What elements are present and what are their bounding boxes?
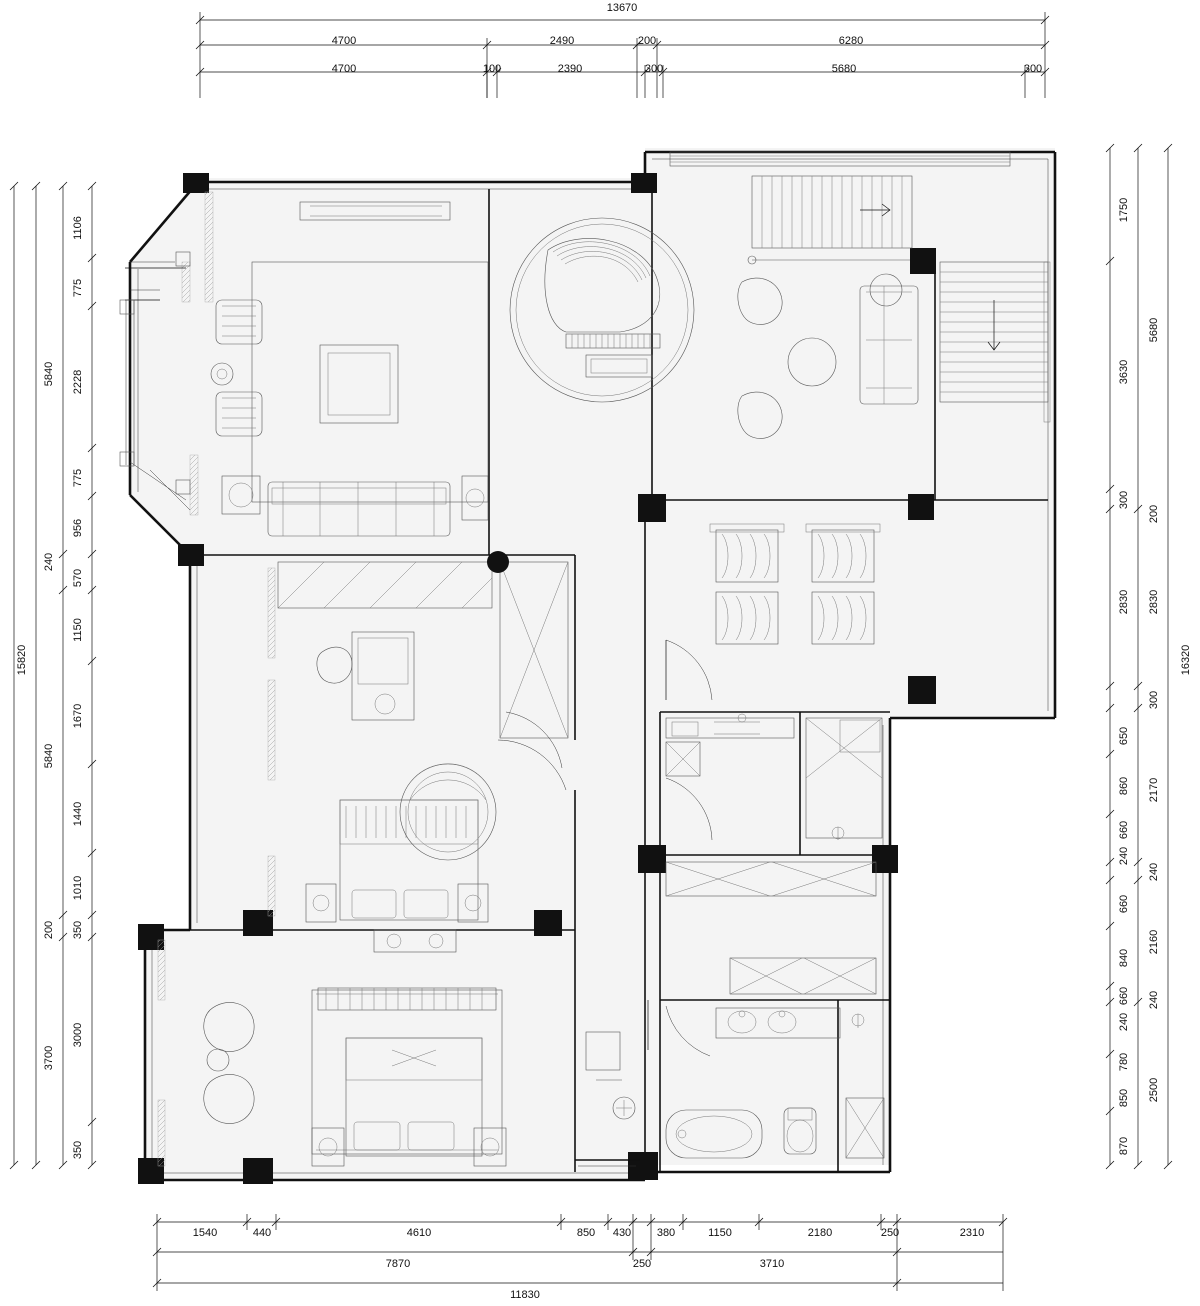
- dim-left-11: 3000: [72, 1022, 84, 1048]
- dim-right-8: 660: [1118, 894, 1130, 914]
- dim-left-5: 570: [72, 568, 84, 588]
- dim-bot1-4: 430: [612, 1227, 632, 1239]
- dim-left-4: 956: [72, 518, 84, 538]
- dimension-lines-left: [10, 182, 96, 1169]
- dim-leftmid-0: 5840: [43, 361, 55, 387]
- dimension-lines-top: [196, 12, 1049, 98]
- dim-left-6: 1150: [72, 618, 84, 642]
- dim-leftmid-4: 3700: [43, 1045, 55, 1071]
- dim-bot1-3: 850: [576, 1227, 596, 1239]
- dim-right-11: 240: [1118, 1012, 1130, 1032]
- building-outline: [130, 148, 1055, 1180]
- dim-right-2: 300: [1118, 490, 1130, 510]
- dim-bot1-6: 1150: [708, 1227, 732, 1239]
- dim-bot2-0: 7870: [385, 1258, 411, 1270]
- dim-right-13: 850: [1118, 1088, 1130, 1108]
- dim-left-12: 350: [72, 1140, 84, 1160]
- dim-bot1-0: 1540: [192, 1227, 218, 1239]
- dimension-lines-right: [1106, 144, 1172, 1169]
- dim-bot1-9: 2310: [959, 1227, 985, 1239]
- dim-right-5: 860: [1118, 776, 1130, 796]
- dim-bot1-5: 380: [656, 1227, 676, 1239]
- dim-left-1: 775: [72, 278, 84, 298]
- dim-rightmid-0: 5680: [1148, 317, 1160, 343]
- dim-bot2-2: 3710: [759, 1258, 785, 1270]
- dim-top-total: 13670: [606, 2, 638, 14]
- dim-rightmid-7: 240: [1148, 990, 1160, 1010]
- dim-right-14: 870: [1118, 1136, 1130, 1156]
- dim-left-10: 350: [72, 920, 84, 940]
- dim-left-0: 1106: [72, 216, 84, 240]
- dim-top2-3: 300: [644, 63, 664, 75]
- dim-left-8: 1440: [72, 801, 84, 827]
- dim-top1-1: 2490: [549, 35, 575, 47]
- dim-bot1-1: 440: [252, 1227, 272, 1239]
- dim-right-6: 660: [1118, 820, 1130, 840]
- dim-rightmid-6: 2160: [1148, 929, 1160, 955]
- dim-left-9: 1010: [72, 875, 84, 901]
- dim-top1-2: 200: [637, 35, 657, 47]
- dim-bot2-1: 250: [632, 1258, 652, 1270]
- dim-rightmid-4: 2170: [1148, 777, 1160, 803]
- dim-top2-1: 100: [482, 63, 502, 75]
- dim-left-3: 775: [72, 468, 84, 488]
- dim-right-7: 240: [1118, 846, 1130, 866]
- dim-rightmid-2: 2830: [1148, 589, 1160, 615]
- dim-right-4: 650: [1118, 726, 1130, 746]
- dim-left-total: 15820: [16, 644, 28, 676]
- dim-top2-0: 4700: [331, 63, 357, 75]
- dim-right-1: 3630: [1118, 359, 1130, 385]
- dim-bot1-2: 4610: [406, 1227, 432, 1239]
- dim-right-10: 660: [1118, 986, 1130, 1006]
- dim-bot1-7: 2180: [807, 1227, 833, 1239]
- dim-right-total: 16320: [1180, 644, 1192, 676]
- dim-right-9: 840: [1118, 948, 1130, 968]
- dim-bot-total: 11830: [510, 1289, 540, 1301]
- dimension-lines-bottom: [153, 1214, 1007, 1291]
- dim-leftmid-3: 200: [43, 920, 55, 940]
- dim-top2-4: 5680: [831, 63, 857, 75]
- dim-leftmid-1: 240: [43, 552, 55, 572]
- dim-rightmid-3: 300: [1148, 690, 1160, 710]
- dim-rightmid-8: 2500: [1148, 1077, 1160, 1103]
- dim-right-12: 780: [1118, 1052, 1130, 1072]
- dim-rightmid-5: 240: [1148, 862, 1160, 882]
- dim-top2-5: 300: [1023, 63, 1043, 75]
- dim-rightmid-1: 200: [1148, 504, 1160, 524]
- dim-left-7: 1670: [72, 703, 84, 729]
- dim-right-3: 2830: [1118, 589, 1130, 615]
- dim-right-0: 1750: [1118, 197, 1130, 223]
- dim-left-2: 2228: [72, 369, 84, 395]
- dim-top2-2: 2390: [557, 63, 583, 75]
- dim-top1-3: 6280: [838, 35, 864, 47]
- dim-leftmid-2: 5840: [43, 743, 55, 769]
- dim-top1-0: 4700: [331, 35, 357, 47]
- dim-bot1-8: 250: [880, 1227, 900, 1239]
